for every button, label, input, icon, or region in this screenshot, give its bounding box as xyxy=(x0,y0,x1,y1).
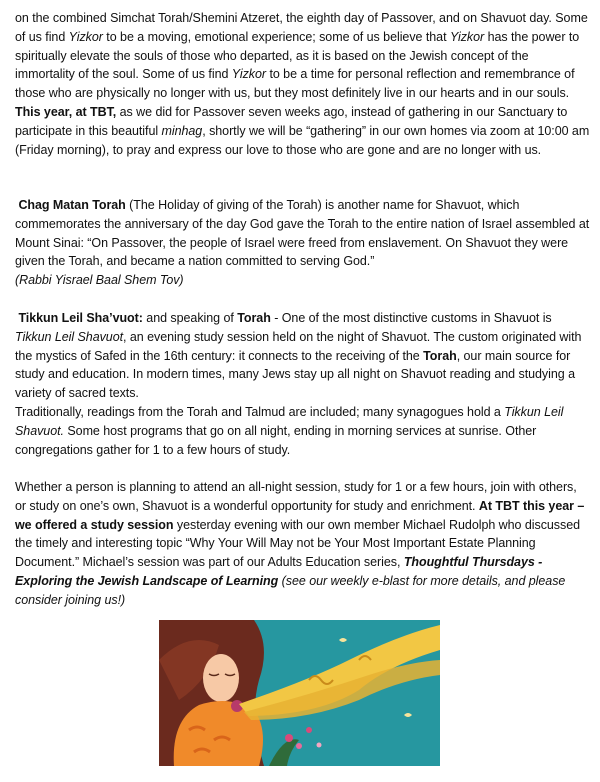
pink-blossom xyxy=(296,743,302,749)
pink-blossom xyxy=(306,727,312,733)
text-run: Traditionally, readings from the Torah and Talmud are included; many synagogues hold a xyxy=(15,405,505,419)
face-shape xyxy=(203,654,239,702)
term-yizkor: Yizkor xyxy=(231,67,267,82)
text-run: - One of the most distinctive customs in Shavuot is xyxy=(270,311,552,325)
term-minhag: minhag xyxy=(161,123,203,138)
term-tikkun-leil-shavuot: Tikkun Leil Shavuot xyxy=(15,329,124,344)
term-tikkun-leil-shavuot: Tikkun Leil Shavuot. xyxy=(15,405,564,438)
text-run: , an evening study session held on the night of Shavuot. The custom originated with the mystics of Safed in the 16th century: it connects to the receiving of the xyxy=(15,329,582,363)
shavuot-illustration xyxy=(159,620,440,766)
text-run: (The Holiday of giving of the Torah) is another name for Shavuot, which commemorates the anniversary of the day God gave the Torah to the entire nation of Israel assembled at Mount Sinai: “On Passover, the people of Israel were freed from enslavement. On Shavuot they were given the Torah, and became a nation committed to serving God.” xyxy=(15,198,590,269)
text-run: Some host programs that go on all night, ending in morning services at sunrise. Other congregations gather for 1 to a few hours of study. xyxy=(15,423,537,457)
text-run: , shortly we will be “gathering” in our own homes via zoom at 10:00 am (Friday morning), to pray and express our love to those who are gone and are no longer with us. xyxy=(15,123,590,157)
paragraph-traditionally xyxy=(15,403,591,459)
quote-attribution: (Rabbi Yisrael Baal Shem Tov) xyxy=(15,273,184,288)
text-run: Whether a person is planning to attend an all-night session, study for 1 or a few hours, join with others, or study on one’s own, Shavuot is a wonderful opportunity for study and enrichment. xyxy=(15,480,577,513)
term-torah: Torah xyxy=(423,348,457,363)
text-run: on the combined Simchat Torah/Shemini Atzeret, the eighth day of Passover, and on Shavuot day. Some of us find xyxy=(15,11,588,44)
paragraph-study-session xyxy=(15,478,591,610)
text-run: has the power to spiritually elevate the souls of those who departed, as it is based on the Jewish concept of the immortality of the soul. Some of us find xyxy=(15,29,580,82)
text-run: to be a time for personal reflection and remembrance of those who are physically no longer with us, but they most definitely live in our hearts and in our souls. xyxy=(15,67,575,101)
paragraph-yizkor xyxy=(15,9,591,159)
heading-tikkun-leil: Tikkun Leil Sha’vuot: xyxy=(18,311,143,325)
text-run: , our main source for study and education. In modern times, many Jews stay up all night on Shavuot reading and studying a variety of sacred texts. xyxy=(15,348,575,401)
pink-blossom xyxy=(317,743,322,748)
text-run: yesterday evening with our own member Michael Rudolph who discussed the timely and interesting topic “Why Your Will May not be Your Most Important Estate Planning Document.” Michael’s session was part of our Adults Education series, xyxy=(15,517,581,570)
term-torah: Torah xyxy=(237,311,271,325)
series-title: Thoughtful Thursdays - Exploring the Jewish Landscape of Learning xyxy=(15,555,543,588)
highlight-study-session: At TBT this year – we offered a study session xyxy=(15,498,585,532)
text-run: as we did for Passover seven weeks ago, instead of gathering in our Sanctuary to participate in this beautiful xyxy=(15,104,568,138)
highlight-this-year: This year, at TBT, xyxy=(15,104,117,119)
pink-blossom xyxy=(285,734,293,742)
paragraph-chag-matan-torah xyxy=(15,196,591,290)
term-yizkor: Yizkor xyxy=(449,29,485,44)
text-run: (see our weekly e-blast for more details, and please consider joining us!) xyxy=(15,573,566,607)
text-run: and speaking of xyxy=(142,311,238,325)
heading-chag-matan-torah: Chag Matan Torah xyxy=(18,198,126,212)
term-yizkor: Yizkor xyxy=(68,29,103,44)
paragraph-tikkun-leil xyxy=(15,309,591,403)
text-run: to be a moving, emotional experience; some of us believe that xyxy=(102,29,450,44)
